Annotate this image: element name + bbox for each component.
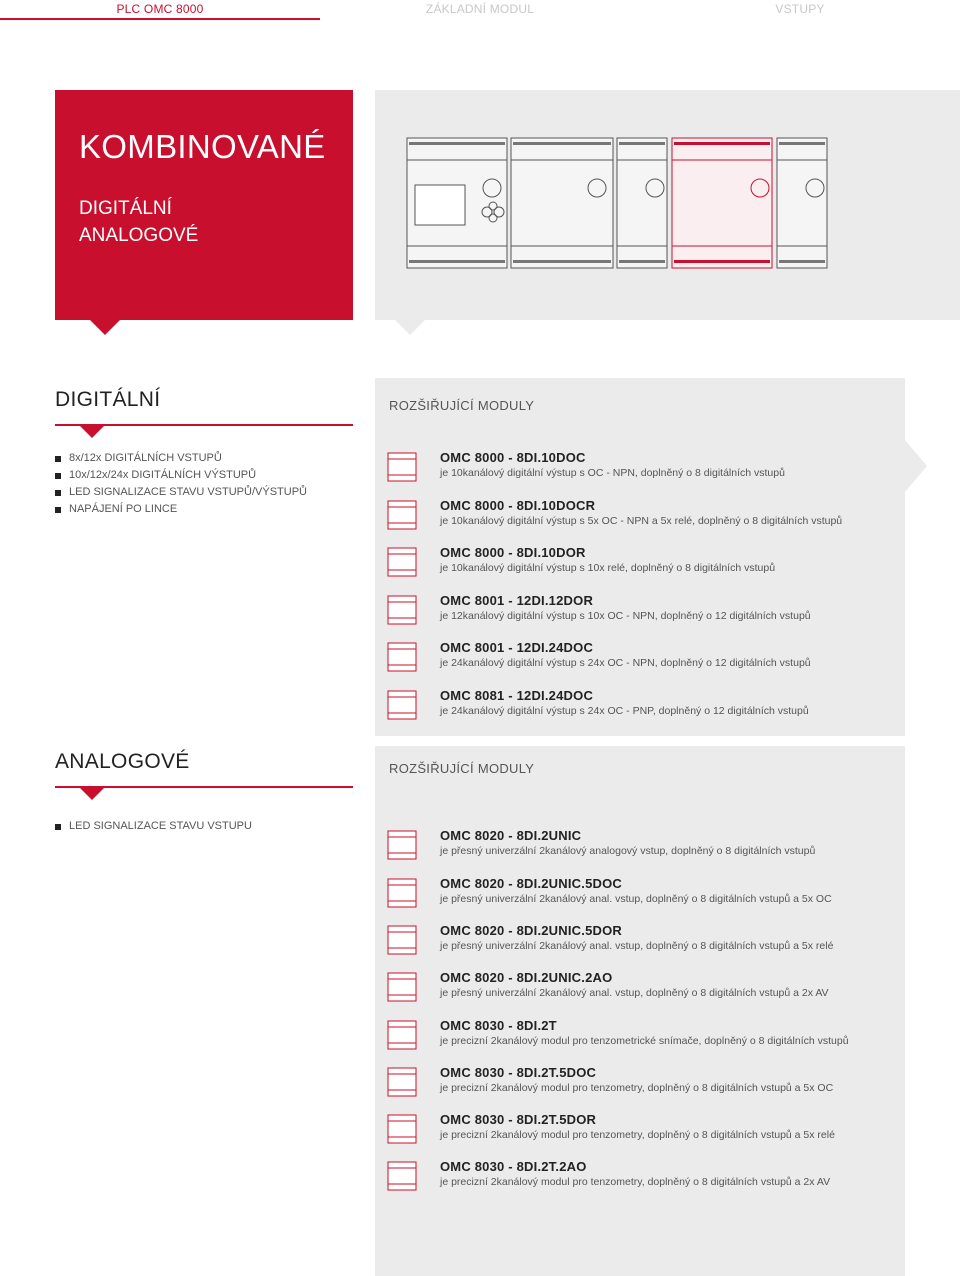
module-description: je 10kanálový digitální výstup s 10x relé, doplněný o 8 digitálních vstupů	[440, 562, 776, 574]
active-tab-underline	[0, 18, 320, 20]
base-module-drawing	[407, 138, 507, 268]
bullet-square-icon	[55, 507, 61, 513]
module-item[interactable]	[387, 1018, 897, 1058]
module-description: je přesný univerzální 2kanálový analogový vstup, doplněný o 8 digitálních vstupů	[440, 845, 816, 857]
analog-feature-list	[55, 818, 252, 835]
module-description: je precizní 2kanálový modul pro tenzometrické snímače, doplněný o 8 digitálních vstupů	[440, 1035, 849, 1047]
list-item: 8x/12x DIGITÁLNÍCH VSTUPŮ	[55, 450, 307, 467]
module-name: OMC 8001 - 12DI.24DOC	[440, 640, 594, 655]
module-name: OMC 8030 - 8DI.2T.2AO	[440, 1159, 587, 1174]
module-description: je precizní 2kanálový modul pro tenzometry, doplněný o 8 digitálních vstupů a 5x OC	[440, 1082, 834, 1094]
module-item[interactable]	[387, 450, 897, 490]
module-name: OMC 8030 - 8DI.2T	[440, 1018, 557, 1033]
module-item[interactable]	[387, 688, 897, 728]
section-title-analog: ANALOGOVÉ	[55, 750, 190, 773]
module-name: OMC 8000 - 8DI.10DOCR	[440, 498, 596, 513]
module-name: OMC 8000 - 8DI.10DOR	[440, 545, 586, 560]
module-icon	[387, 1114, 417, 1144]
hero-image-notch	[395, 320, 425, 335]
module-icon	[387, 925, 417, 955]
list-item: NAPÁJENÍ PO LINCE	[55, 501, 307, 518]
module-description: je precizní 2kanálový modul pro tenzometry, doplněný o 8 digitálních vstupů a 5x relé	[440, 1129, 835, 1141]
module-description: je 12kanálový digitální výstup s 10x OC - NPN, doplněný o 12 digitálních vstupů	[440, 610, 811, 622]
module-item[interactable]	[387, 828, 897, 868]
module-description: je 24kanálový digitální výstup s 24x OC - NPN, doplněný o 12 digitálních vstupů	[440, 657, 811, 669]
list-item: 10x/12x/24x DIGITÁLNÍCH VÝSTUPŮ	[55, 467, 307, 484]
section-notch-analog	[80, 788, 104, 800]
module-item[interactable]	[387, 640, 897, 680]
digital-modules-panel	[375, 378, 905, 736]
module-icon	[387, 1161, 417, 1191]
module-icon	[387, 452, 417, 482]
module-icon	[387, 642, 417, 672]
hero-title: KOMBINOVANÉ	[79, 128, 326, 165]
module-icon	[387, 500, 417, 530]
module-item[interactable]	[387, 970, 897, 1010]
module-name: OMC 8030 - 8DI.2T.5DOR	[440, 1112, 597, 1127]
module-icon	[387, 878, 417, 908]
module-name: OMC 8001 - 12DI.12DOR	[440, 593, 594, 608]
hero-notch	[90, 320, 120, 335]
digital-feature-list	[55, 450, 307, 518]
module-description: je 24kanálový digitální výstup s 24x OC - PNP, doplněný o 12 digitálních vstupů	[440, 705, 809, 717]
module-item[interactable]	[387, 1159, 897, 1199]
hero-product-image	[375, 90, 960, 320]
module-name: OMC 8000 - 8DI.10DOC	[440, 450, 586, 465]
bullet-square-icon	[55, 456, 61, 462]
module-description: je přesný univerzální 2kanálový anal. vstup, doplněný o 8 digitálních vstupů a 5x OC	[440, 893, 832, 905]
module-item[interactable]	[387, 498, 897, 538]
module-name: OMC 8020 - 8DI.2UNIC.5DOC	[440, 876, 622, 891]
module-icon	[387, 830, 417, 860]
bullet-square-icon	[55, 473, 61, 479]
module-description: je přesný univerzální 2kanálový anal. vstup, doplněný o 8 digitálních vstupů a 2x AV	[440, 987, 829, 999]
module-name: OMC 8030 - 8DI.2T.5DOC	[440, 1065, 597, 1080]
module-icon	[387, 1067, 417, 1097]
expansion-module-1-drawing	[511, 138, 613, 268]
tab-vstupy[interactable]: VSTUPY	[775, 2, 825, 16]
module-icon	[387, 595, 417, 625]
top-navigation	[0, 0, 960, 18]
module-item[interactable]	[387, 1065, 897, 1105]
module-icon	[387, 547, 417, 577]
tab-zakladni-modul[interactable]: ZÁKLADNÍ MODUL	[425, 2, 535, 16]
hero-subtitle-analog: ANALOGOVÉ	[79, 225, 199, 246]
module-name: OMC 8081 - 12DI.24DOC	[440, 688, 594, 703]
module-description: je precizní 2kanálový modul pro tenzometry, doplněný o 8 digitálních vstupů a 2x AV	[440, 1176, 831, 1188]
module-item[interactable]	[387, 545, 897, 585]
panel-title-analog: ROZŠIŘUJÍCÍ MODULY	[389, 761, 535, 776]
panel-notch-analog-top	[399, 776, 423, 788]
section-title-digital: DIGITÁLNÍ	[55, 388, 161, 411]
list-item: LED SIGNALIZACE STAVU VSTUPŮ/VÝSTUPŮ	[55, 484, 307, 501]
module-item[interactable]	[387, 876, 897, 916]
expansion-module-2-drawing	[617, 138, 667, 268]
list-item: LED SIGNALIZACE STAVU VSTUPU	[55, 818, 252, 835]
tab-plc-omc-8000[interactable]: PLC OMC 8000	[116, 2, 204, 16]
analog-modules-panel	[375, 746, 905, 1276]
module-description: je 10kanálový digitální výstup s 5x OC - NPN a 5x relé, doplněný o 8 digitálních vstupů	[440, 515, 843, 527]
plc-modules-illustration	[375, 90, 960, 320]
hero-title-box	[55, 90, 353, 320]
module-description: je 10kanálový digitální výstup s OC - NPN, doplněný o 8 digitálních vstupů	[440, 467, 785, 479]
expansion-module-4-drawing	[777, 138, 827, 268]
module-description: je přesný univerzální 2kanálový anal. vstup, doplněný o 8 digitálních vstupů a 5x relé	[440, 940, 834, 952]
module-name: OMC 8020 - 8DI.2UNIC	[440, 828, 582, 843]
bullet-square-icon	[55, 490, 61, 496]
module-item[interactable]	[387, 593, 897, 633]
panel-arrow-digital	[905, 440, 927, 492]
highlighted-module-drawing	[672, 138, 772, 268]
module-icon	[387, 690, 417, 720]
section-notch-digital	[80, 426, 104, 438]
hero-subtitle-digital: DIGITÁLNÍ	[79, 198, 172, 219]
panel-title-digital: ROZŠIŘUJÍCÍ MODULY	[389, 398, 535, 413]
module-item[interactable]	[387, 923, 897, 963]
module-icon	[387, 1020, 417, 1050]
module-icon	[387, 972, 417, 1002]
module-name: OMC 8020 - 8DI.2UNIC.2AO	[440, 970, 613, 985]
bullet-square-icon	[55, 824, 61, 830]
module-item[interactable]	[387, 1112, 897, 1152]
module-name: OMC 8020 - 8DI.2UNIC.5DOR	[440, 923, 622, 938]
